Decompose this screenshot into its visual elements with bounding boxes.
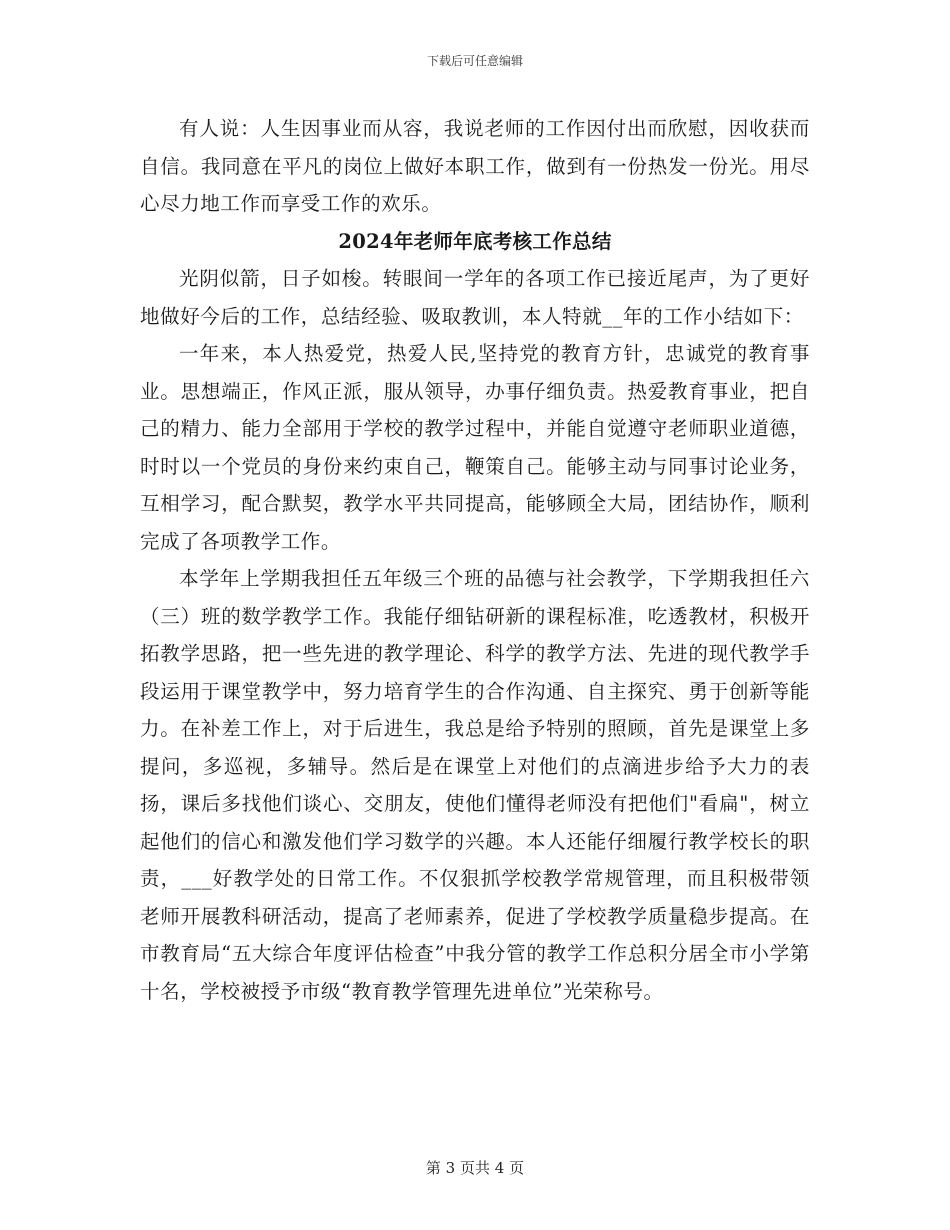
intro-paragraph: 有人说：人生因事业而从容，我说老师的工作因付出而欣慰，因收获而自信。我同意在平凡的岗位上做好本职工作，做到有一份热发一份光。用尽心尽力地工作而享受工作的欢乐。 <box>140 117 810 215</box>
document-body <box>140 110 810 1010</box>
page-number-footer: 第 3 页共 4 页 <box>425 1159 525 1177</box>
paragraph-2: 一年来，本人热爱党，热爱人民,坚持党的教育方针，忠诚党的教育事业。思想端正，作风正派，服从领导，办事仔细负责。热爱教育事业，把自己的精力、能力全部用于学校的教学过程中，并能自觉遵守老师职业道德，时时以一个党员的身份来约束自己，鞭策自己。能够主动与同事讨论业务，互相学习，配合默契，教学水平共同提高，能够顾全大局，团结协作，顺利完成了各项教学工作。 <box>140 342 810 553</box>
paragraph-1: 光阴似箭，日子如梭。转眼间一学年的各项工作已接近尾声，为了更好地做好今后的工作，总结经验、吸取教训，本人特就__年的工作小结如下： <box>140 267 810 328</box>
paragraph-3: 本学年上学期我担任五年级三个班的品德与社会教学，下学期我担任六（三）班的数学教学工作。我能仔细钻研新的课程标准，吃透教材，积极开拓教学思路，把一些先进的教学理论、科学的教学方法、先进的现代教学手段运用于课堂教学中，努力培育学生的合作沟通、自主探究、勇于创新等能力。在补差工作上，对于后进生，我总是给予特别的照顾，首先是课堂上多提问，多巡视，多辅导。然后是在课堂上对他们的点滴进步给予大力的表扬，课后多找他们谈心、交朋友，使他们懂得老师没有把他们"看扁"，树立起他们的信心和激发他们学习数学的兴趣。本人还能仔细履行教学校长的职责，___好教学处的日常工作。不仅狠抓学校教学常规管理，而且积极带领老师开展教科研活动，提高了老师素养，促进了学校教学质量稳步提高。在市教育局“五大综合年度评估检查”中我分管的教学工作总积分居全市小学第十名，学校被授予市级“教育教学管理先进单位”光荣称号。 <box>140 567 810 1003</box>
page-header: 下载后可任意编辑 <box>426 54 523 68</box>
document-title: 2024年老师年底考核工作总结 <box>338 229 612 253</box>
